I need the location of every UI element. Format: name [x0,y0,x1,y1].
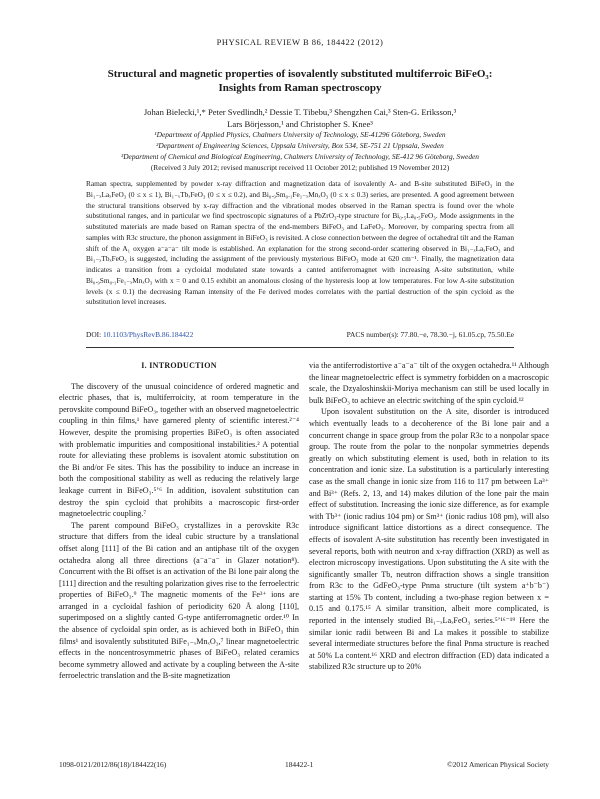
affiliations [20,130,580,162]
footer-page-number: 184422-1 [285,760,314,769]
authors-line-2: Lars Börjesson,¹ and Christopher S. Knee³ [227,119,373,129]
paragraph: via the antiferrodistortive a⁻a⁻a⁻ tilt of the oxygen octahedra.¹¹ Although the linear magnetoelectric effect is symmetry forbidden on a macroscopic scale, the Dzyaloshinskii-Moriya mechanism can still be used locally in bulk BiFeO₃ to achieve an electric switching of the spin cycloid.¹² [309,361,549,405]
section-heading: I. INTRODUCTION [141,361,217,370]
affiliation-3: ³Department of Chemical and Biological Engineering, Chalmers University of Technology, SE-412 96 Göteborg, Sweden [120,151,479,161]
abstract: Raman spectra, supplemented by powder x-ray diffraction and magnetization data of isovalently A- and B-site substituted BiFeO₃ in the Bi₁₋ₓLaₓFeO₃ (0 ≤ x ≤ 1), Bi₁₋ₓTbₓFeO₃ (0 ≤ x ≤ 0.2), and Bi₀.₉Sm₀.₁Fe₁₋ₓMnₓO₃ (0 ≤ x ≤ 0.3) series, are presented. A good agreement between the structural transitions observed by x-ray diffraction and the vibrational modes observed in the Raman spectra is found over the whole substitutional ranges, and in particular we find spectroscopic signatures of a PbZrO₃-type structure for Bi₀.₅La₀.₅FeO₃. Mode assignments in the substituted materials are made based on Raman spectra of the end-members BiFeO₃ and LaFeO₃. Moreover, by comparing spectra from all samples with R3c structure, the phonon assignment in BiFeO₃ is revisited. A close connection between the degree of octahedral tilt and the Raman shift of the A₁ oxygen a⁻a⁻a⁻ tilt mode is established. An explanation for the strong second-order scattering observed in Bi₁₋ₓLaₓFeO₃ and Bi₁₋ₓTbₓFeO₃ is suggested, including the assignment of the previously mysterious BiFeO₃ mode at 620 cm⁻¹. Finally, the magnetization data indicates a transition from a cycloidal modulated state towards a canted antiferromagnet with increasing A-site substitution, while Bi₀.₉Sm₀.₁Fe₁₋ₓMnₓO₃ with x = 0 and 0.15 exhibit an anomalous closing of the hysteresis loop at low temperatures. For low A-site substitution levels (x ≤ 0.1) the decreasing Raman intensity of the Fe derived modes correlates with the partial destruction of the spin cycloid as the substitution level increases. [86,179,514,307]
title-line-2: Insights from Raman spectroscopy [218,82,382,94]
footer-copyright: ©2012 American Physical Society [447,760,549,769]
paper-title [60,67,540,95]
affiliation-2: ²Department of Engineering Sciences, Uppsala University, Box 534, SE-751 21 Uppsala, Sweden [156,140,444,150]
doi-link[interactable]: 10.1103/PhysRevB.86.184422 [103,330,194,339]
paragraph: The parent compound BiFeO₃ crystallizes in a perovskite R3c structure that differs from the ideal cubic structure by a translational offset along [111] of the Bi cation and an antiphase tilt of the oxygen octahedra along all three directions (a⁻a⁻a⁻ in Glazer notation⁸). Concurrent with the Bi offset is an activation of the Bi lone pair along the [111] direction and the resulting polarization gives rise to the ferroelectric properties of BiFeO₃.⁹ The magnetic moments of the Fe³⁺ ions are arranged in a cycloidal fashion of periodicity 620 Å along [110], superimposed on a slightly canted G-type antiferromagnetic order.¹⁰ In the absence of cycloidal spin order, as is achieved both in BiFeO₃ thin films¹ and isovalently substituted BiFe₁₋ₓMnₓO₃,⁷ linear magnetoelectric effects in the noncentrosymmetric phases of BiFeO₃ related ceramics become symmetry allowed and activate by a coupling between the A-site ferroelectric translation and the B-site magnetization [59,520,299,681]
doi [86,330,193,339]
authors-line-1: Johan Bielecki,¹,* Peter Svedlindh,² Dessie T. Tibebu,³ Shengzhen Cai,³ Sten-G. Eriksson,³ [143,107,457,117]
affiliation-1: ¹Department of Applied Physics, Chalmers University of Technology, SE-41296 Göteborg, Sweden [154,130,446,139]
received-dates: (Received 3 July 2012; revised manuscript received 11 October 2012; published 19 November 2012) [150,163,450,172]
abstract-divider [86,347,514,348]
right-column [309,360,549,673]
author-list [40,106,560,130]
title-line-1: Structural and magnetic properties of isovalently substituted multiferroic BiFeO₃: [107,68,493,80]
left-column [59,360,299,682]
paragraph: The discovery of the unusual coincidence of ordered magnetic and electric phases, that is, multiferroicity, at room temperature in the perovskite compound BiFeO₃, together with an observed magnetoelectric coupling in thin films,¹ have garnered plenty of scientific interest.²⁻⁴ However, despite the promising properties BiFeO₃ is often associated with problematic impurities and compositional instabilities.² A potential route for alleviating these problems is isovalent atomic substitution on the Bi and/or Fe sites. This has the possibility to induce an increase in both the compositional stability as well as reducing the relatively large leakage current in BiFeO₃.⁵ʼ⁶ In addition, isovalent substitution can destroy the spin cycloid that prohibits a macroscopic first-order magnetoelectric coupling.⁷ [59,381,299,519]
footer-issn: 1098-0121/2012/86(18)/184422(16) [59,760,167,769]
pacs-numbers: PACS number(s): 77.80.−e, 78.30.−j, 61.05.cp, 75.50.Ee [346,330,514,339]
doi-label: DOI: [86,330,104,339]
paragraph: Upon isovalent substitution on the A site, disorder is introduced which eventually leads to a decoherence of the Bi lone pair and a concurrent change in space group from the polar R3c to a nonpolar space group. The route from the polar to the nonpolar symmetries depends greatly on which substituting element is used, both in relation to its concentration and ionic size. La substitution is a particularly interesting case as the small change in ionic size from 116 to 117 pm between La³⁺ and Bi³⁺ (Refs. 2, 13, and 14) makes dilution of the lone pair the main effect of substitution. Increasing the ionic size difference, as for example with Tb³⁺ (ionic radius 104 pm) or Sm³⁺ (ionic radius 108 pm), will also introduce significant lattice distortions as a direct consequence. The effects of isovalent A-site substitution has recently been investigated in several reports, both with neutron and x-ray diffraction (XRD) as well as electron microscopy investigations. Upon substituting the A site with the significantly smaller Tb, neutron diffraction shows a single transition from R3c to the GdFeO₃-type Pnma structure (tilt system a⁺b⁻b⁻) starting at 15% Tb content, including a two-phase region between x = 0.15 and 0.175.¹⁵ A similar transition, albeit more complicated, is reported in the intensely studied Bi₁₋ₓLaₓFeO₃ series.⁵ʼ¹⁶⁻¹⁹ Here the similar ionic radii between Bi and La makes it possible to stabilize several intermediate structures before the final Pnma structure is reached at 50% La content.¹⁶ XRD and electron diffraction (ED) data indicated a stabilized R3c structure up to 20% [309,407,549,672]
journal-header: PHYSICAL REVIEW B 86, 184422 (2012) [216,37,384,47]
